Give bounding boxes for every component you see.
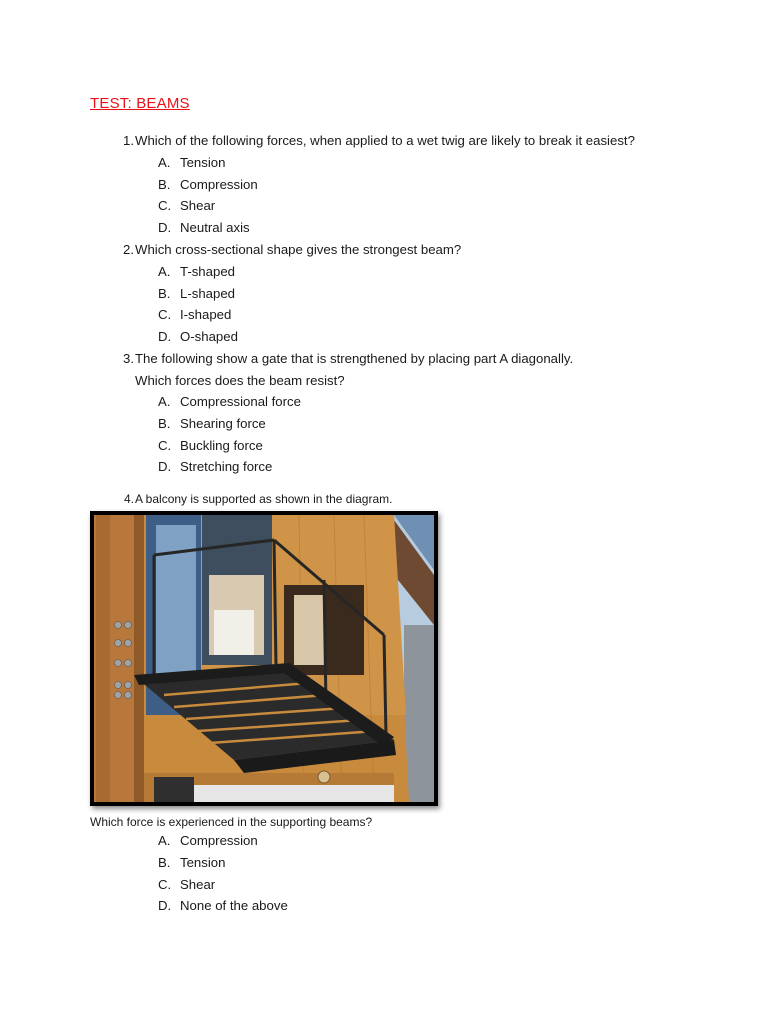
question-text: Which force is experienced in the supporting beams? (90, 815, 373, 829)
option-text: Compression (180, 833, 258, 848)
option-text: Shear (180, 198, 216, 213)
question-text: Which of the following forces, when applied to a wet twig are likely to break it easiest? (135, 133, 635, 148)
option-letter: D. (158, 220, 172, 235)
option-letter: A. (158, 155, 171, 170)
option-text: None of the above (180, 898, 288, 913)
question-text: The following show a gate that is strengthened by placing part A diagonally. (135, 351, 574, 366)
option-text: Tension (180, 155, 226, 170)
option-letter: B. (158, 855, 171, 870)
option-text: Compression (180, 177, 258, 192)
option-letter: A. (158, 264, 171, 279)
balcony-photo (90, 511, 438, 806)
option-text: I-shaped (180, 307, 232, 322)
question-number: 3. (123, 351, 134, 366)
option-letter: C. (158, 198, 172, 213)
option-letter: C. (158, 438, 172, 453)
option-text: T-shaped (180, 264, 235, 279)
option-text: Shearing force (180, 416, 266, 431)
option-letter: A. (158, 833, 171, 848)
question-number: 4. (123, 492, 134, 506)
page-title: TEST: BEAMS (90, 95, 190, 112)
option-letter: D. (158, 459, 172, 474)
option-letter: B. (158, 177, 171, 192)
question-number: 1. (123, 133, 134, 148)
option-letter: C. (158, 877, 172, 892)
option-text: L-shaped (180, 286, 235, 301)
option-letter: B. (158, 416, 171, 431)
question-text: Which forces does the beam resist? (135, 373, 345, 388)
option-text: Buckling force (180, 438, 263, 453)
option-text: Compressional force (180, 394, 301, 409)
question-number: 2. (123, 242, 134, 257)
question-text: Which cross-sectional shape gives the strongest beam? (135, 242, 462, 257)
option-text: O-shaped (180, 329, 238, 344)
balcony-illustration (94, 515, 434, 802)
question-text: A balcony is supported as shown in the diagram. (135, 492, 393, 506)
option-text: Stretching force (180, 459, 273, 474)
option-letter: C. (158, 307, 172, 322)
option-letter: D. (158, 329, 172, 344)
option-letter: A. (158, 394, 171, 409)
option-text: Tension (180, 855, 226, 870)
option-letter: B. (158, 286, 171, 301)
option-text: Shear (180, 877, 216, 892)
option-text: Neutral axis (180, 220, 250, 235)
option-letter: D. (158, 898, 172, 913)
